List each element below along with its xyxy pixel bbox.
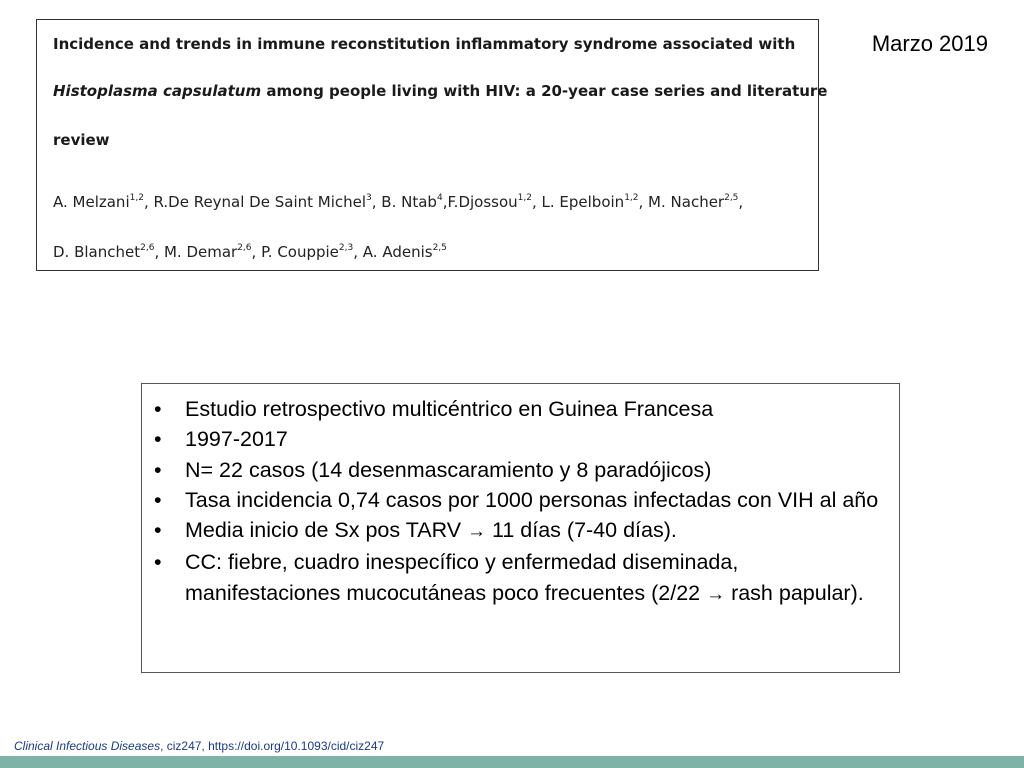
summary-list [154,394,889,610]
authors-line-2 [53,245,447,260]
author-name: , A. Adenis [353,243,433,261]
summary-item-period [154,424,889,454]
paper-title-line-2 [53,84,827,99]
paper-title-organism: Histoplasma capsulatum [53,82,262,100]
date-label: Marzo 2019 [871,31,988,56]
arrow-icon: → [467,521,487,543]
summary-item-clinical [154,547,889,610]
author-name: D. Blanchet [53,243,141,261]
bullet-marker: • [154,550,162,575]
author-affiliation: 2,5 [724,193,739,203]
summary-box [141,383,900,673]
author-name: , R.De Reynal De Saint Michel [143,193,367,211]
author-name: , M. Demar [154,243,238,261]
paper-title-box [36,19,828,271]
author-name: , B. Ntab [371,193,437,211]
authors-line-1 [53,195,743,210]
paper-title-line-3: review [53,131,110,149]
author-name: , P. Couppie [251,243,339,261]
author-name: A. Melzani [53,193,130,211]
author-affiliation: 2,6 [140,243,155,253]
author-affiliation: 1,2 [517,193,532,203]
paper-title-line-1: Incidence and trends in immune reconstitution inflammatory syndrome associated with [53,35,796,53]
bottom-accent-bar [0,756,1024,768]
summary-item-text-post: rash papular). [725,580,864,605]
paper-title-line-2-rest: among people living with HIV: a 20-year case series and literature [261,82,828,100]
bullet-marker: • [154,427,162,452]
author-affiliation: 1,2 [624,193,639,203]
citation-journal: Clinical Infectious Diseases [14,739,161,753]
author-name: , M. Nacher [638,193,725,211]
author-affiliation: 2,5 [432,243,447,253]
author-name: , [738,193,744,211]
author-affiliation: 2,6 [237,243,252,253]
bullet-marker: • [154,487,162,512]
summary-item-text: Tasa incidencia 0,74 casos por 1000 personas infectadas con VIH al año [185,487,879,512]
summary-item-onset [154,515,889,547]
summary-item-cases [154,455,889,485]
author-name: , L. Epelboin [531,193,625,211]
bullet-marker: • [154,518,162,543]
citation [14,739,384,753]
summary-item-study [154,394,889,424]
summary-item-text-pre: CC: fiebre, cuadro inespecífico y enfermedad diseminada, manifestaciones mucocutáneas poco frecuentes (2/22 [185,550,739,605]
summary-item-text: N= 22 casos (14 desenmascaramiento y 8 paradójicos) [185,457,712,482]
bullet-marker: • [154,457,162,482]
citation-details: , ciz247, https://doi.org/10.1093/cid/ciz247 [160,739,385,753]
arrow-icon: → [706,583,726,605]
author-affiliation: 3 [366,193,372,203]
summary-item-text-post: 11 días (7-40 días). [486,518,677,543]
author-affiliation: 1,2 [129,193,144,203]
author-affiliation: 4 [436,193,443,203]
author-affiliation: 2,3 [338,243,354,253]
summary-item-text-pre: Media inicio de Sx pos TARV [185,518,468,543]
author-name: ,F.Djossou [442,193,518,211]
summary-item-text: 1997-2017 [185,427,288,452]
bullet-marker: • [154,397,162,421]
summary-item-incidence [154,485,889,515]
summary-item-text: Estudio retrospectivo multicéntrico en Guinea Francesa [185,397,714,421]
